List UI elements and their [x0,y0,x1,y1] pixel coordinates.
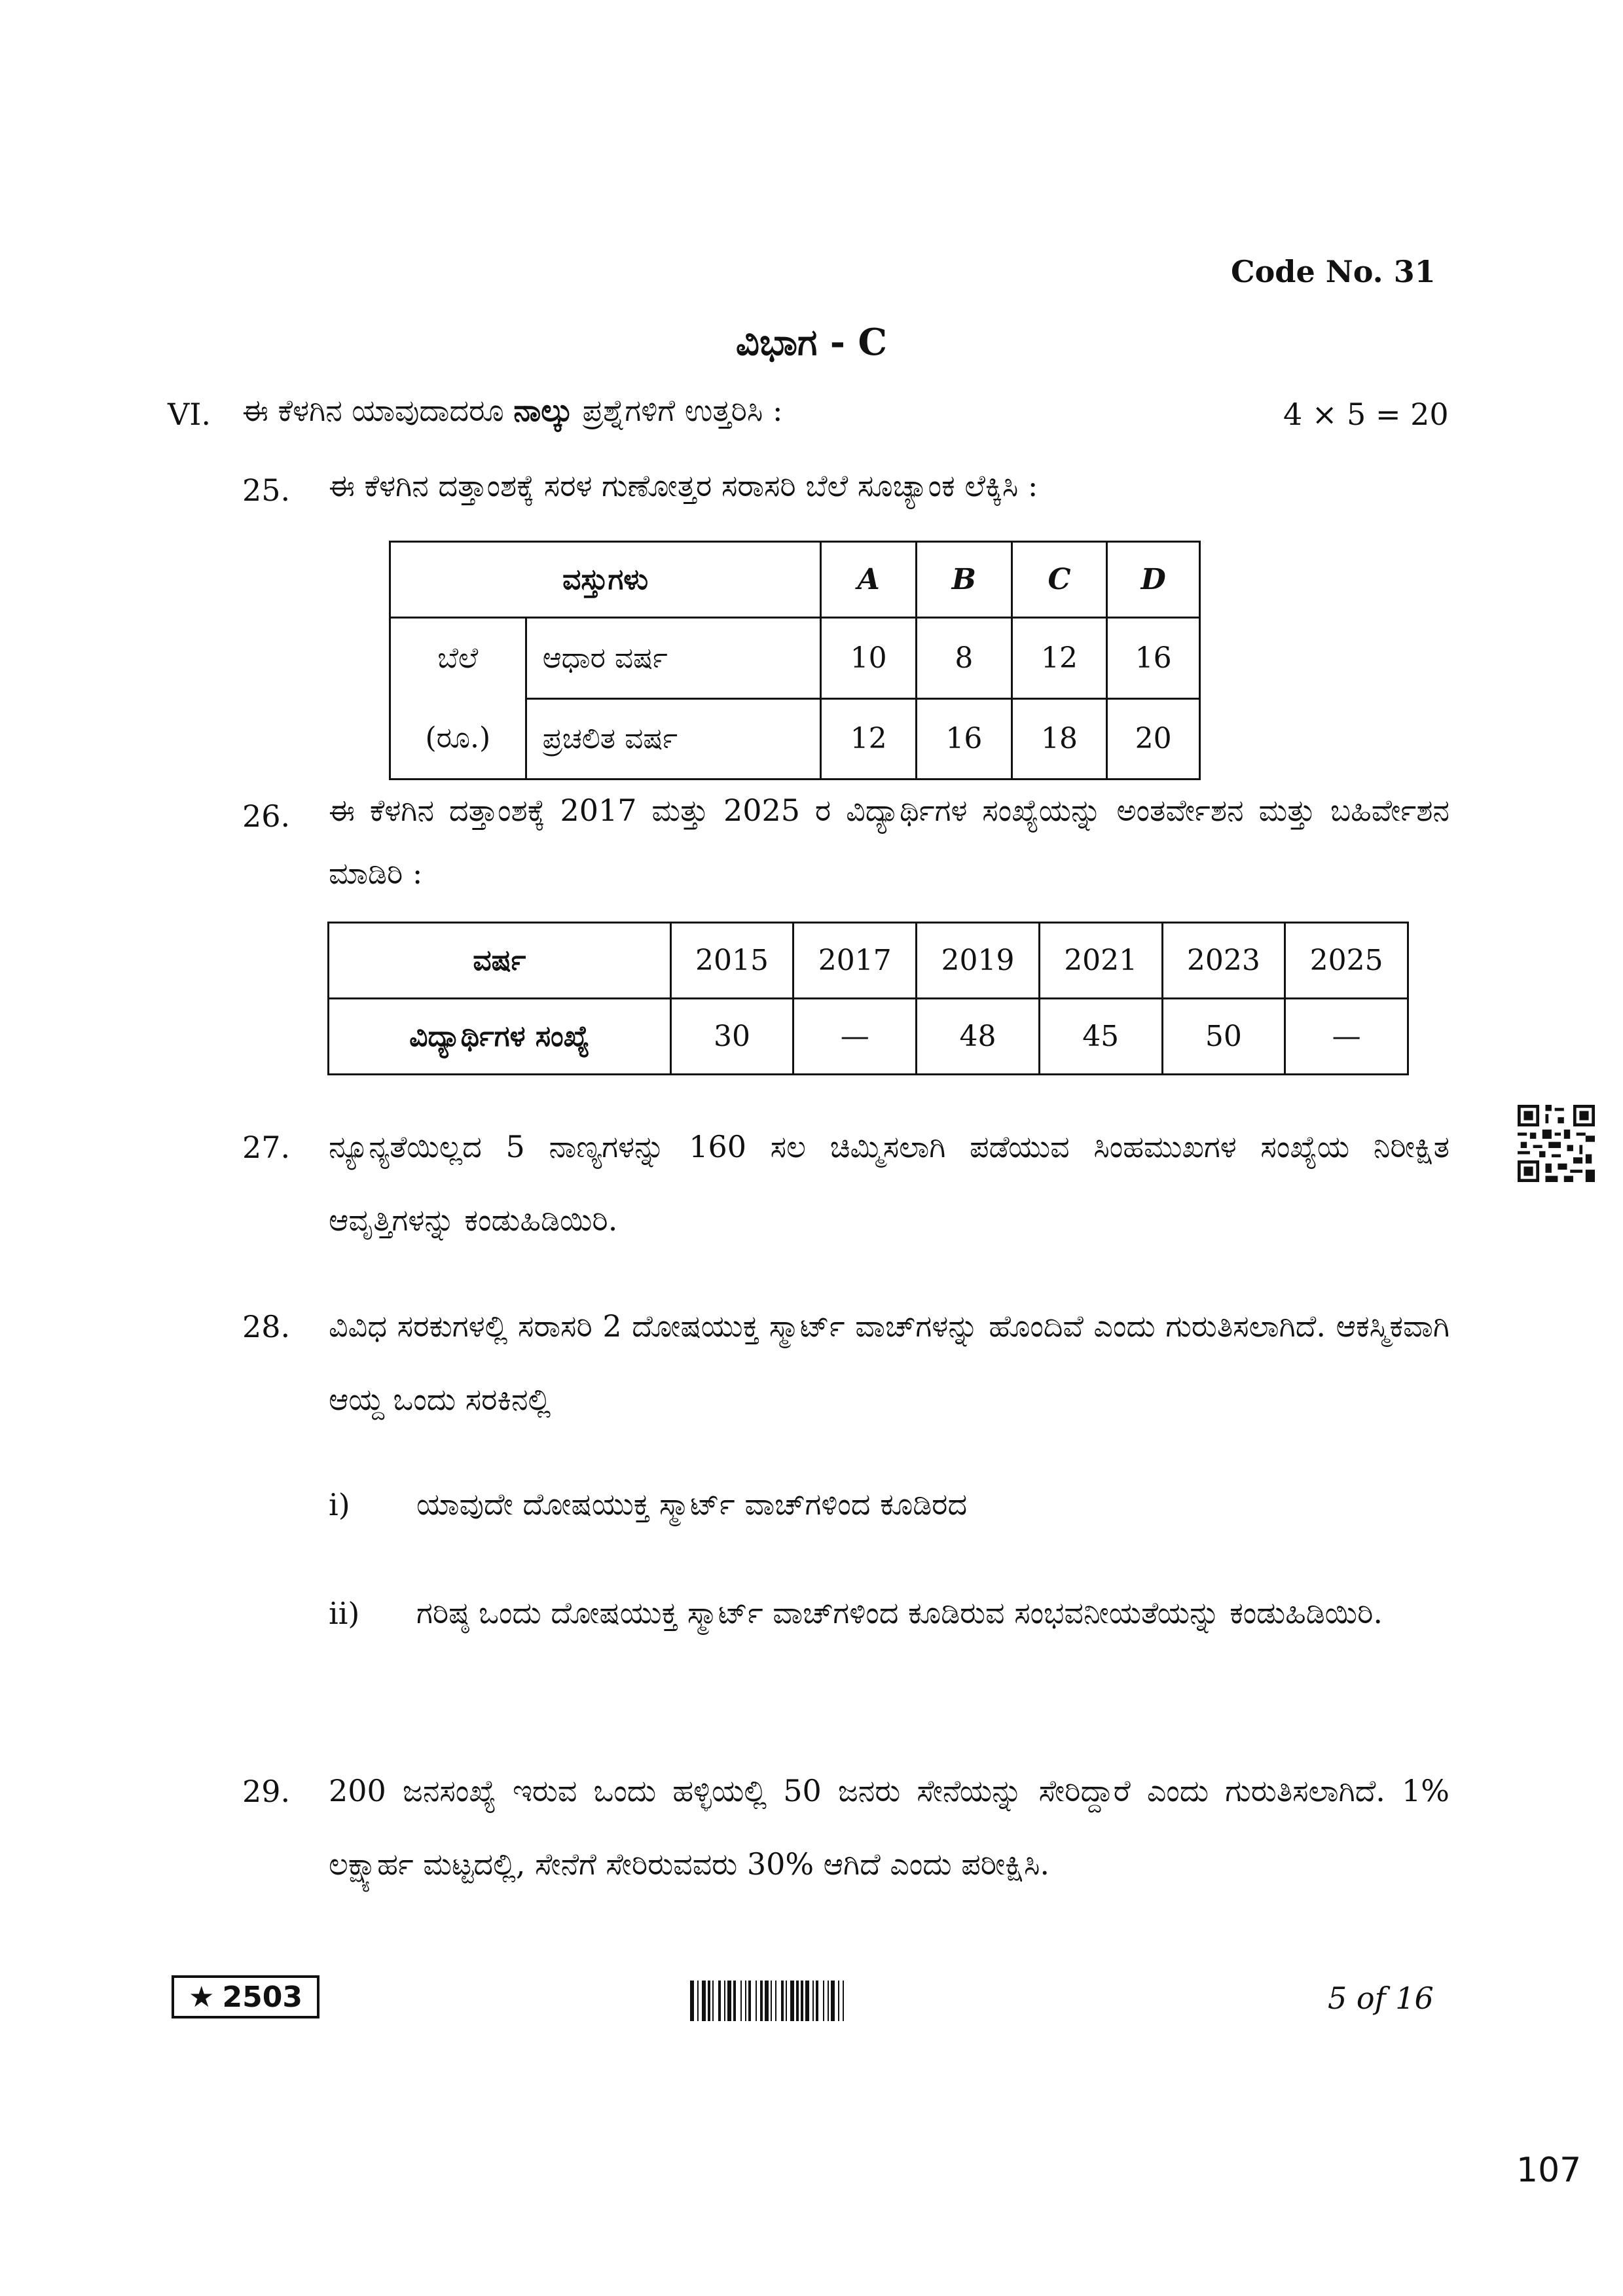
q26-text: ಈ ಕೆಳಗಿನ ದತ್ತಾಂಶಕ್ಕೆ 2017 ಮತ್ತು 2025 ರ ವಿದ್ಯಾರ್ಥಿಗಳ ಸಂಖ್ಯೆಯನ್ನು ಅಂತರ್ವೇಶನ ಮತ್ತು ಬಹಿರ್ವೇಶನ ಮಾಡಿರಿ : [329,793,1450,891]
q26-number: 26. [242,798,291,834]
q26-year-cell: 2015 [670,923,793,999]
section-instruction [242,393,782,429]
q26-row-students-label: ವಿದ್ಯಾರ್ಥಿಗಳ ಸಂಖ್ಯೆ [329,999,671,1075]
q25-cell: 16 [1107,618,1200,699]
q26-year-cell: 2023 [1162,923,1285,999]
q25-cell: 12 [821,698,917,780]
q25-row-group-label [390,618,526,780]
page-number: 107 [1516,2151,1582,2190]
section-roman-numeral: VI. [168,397,211,432]
q26-count-cell: 50 [1162,999,1285,1075]
q27-number: 27. [242,1130,291,1165]
q29-number: 29. [242,1774,291,1809]
qr-code-icon [1518,1105,1595,1182]
q26-students-table [327,922,1409,1075]
instruction-prefix: ಈ ಕೆಳಗಿನ ಯಾವುದಾದರೂ [242,393,504,428]
q28-sub1-number: i) [329,1487,350,1522]
q26-count-cell: 30 [670,999,793,1075]
q26-year-cell: 2025 [1285,923,1408,999]
q26-count-cell: — [793,999,917,1075]
q25-cell: 10 [821,618,917,699]
q25-col-c: C [1012,542,1107,618]
q26-row-year-label: ವರ್ಷ [329,923,671,999]
q26-count-cell: 48 [917,999,1040,1075]
q25-row-current-year-label: ಪ್ರಚಲಿತ ವರ್ಷ [526,698,821,780]
instruction-suffix: ಪ್ರಶ್ನೆಗಳಿಗೆ ಉತ್ತರಿಸಿ : [582,393,783,428]
q25-cell: 18 [1012,698,1107,780]
q28-number: 28. [242,1309,291,1344]
q25-cell: 8 [917,618,1012,699]
code-number: Code No. 31 [1231,254,1436,289]
q28-sub2-number: ii) [329,1596,360,1631]
q26-count-cell: 45 [1039,999,1162,1075]
q26-year-cell: 2019 [917,923,1040,999]
paper-code-badge [172,1975,319,2018]
q25-cell: 20 [1107,698,1200,780]
q25-row-group-label-line2: (ರೂ.) [425,721,491,755]
q27-text: ನ್ಯೂನ್ಯತೆಯಿಲ್ಲದ 5 ನಾಣ್ಯಗಳನ್ನು 160 ಸಲ ಚಿಮ್ಮಿಸಲಾಗಿ ಪಡೆಯುವ ಸಿಂಹಮುಖಗಳ ಸಂಖ್ಯೆಯ ನಿರೀಕ್ಷಿತ ಆವೃತ್ತಿಗಳನ್ನು ಕಂಡುಹಿಡಿಯಿರಿ. [329,1129,1450,1238]
q25-row-group-label-line1: ಬೆಲೆ [437,641,479,675]
page-of-total: 5 of 16 [1328,1981,1434,2016]
section-marks: 4 × 5 = 20 [1283,397,1449,432]
q29-text: 200 ಜನಸಂಖ್ಯೆ ಇರುವ ಒಂದು ಹಳ್ಳಿಯಲ್ಲಿ 50 ಜನರು ಸೇನೆಯನ್ನು ಸೇರಿದ್ದಾರೆ ಎಂದು ಗುರುತಿಸಲಾಗಿದೆ. 1% ಲಕ್ಷ್ಯಾರ್ಹ ಮಟ್ಟದಲ್ಲಿ, ಸೇನೆಗೆ ಸೇರಿರುವವರು 30% ಆಗಿದೆ ಎಂದು ಪರೀಕ್ಷಿಸಿ. [329,1773,1450,1882]
q25-cell: 12 [1012,618,1107,699]
barcode-icon [690,1981,958,2021]
q28-sub1-text: ಯಾವುದೇ ದೋಷಯುಕ್ತ ಸ್ಮಾರ್ಟ್ ವಾಚ್‌ಗಳಿಂದ ಕೂಡಿರದ [416,1486,968,1522]
section-title: ವಿಭಾಗ - C [735,321,888,364]
q25-col-d: D [1107,542,1200,618]
q26-count-cell: — [1285,999,1408,1075]
q25-cell: 16 [917,698,1012,780]
q26-year-cell: 2017 [793,923,917,999]
q25-price-table [389,541,1201,780]
paper-code: 2503 [222,1980,302,2014]
q25-header-items: ವಸ್ತುಗಳು [390,542,821,618]
q25-number: 25. [242,473,291,508]
q26-year-cell: 2021 [1039,923,1162,999]
q25-col-a: A [821,542,917,618]
q25-col-b: B [917,542,1012,618]
star-icon: ★ [189,1980,215,2014]
instruction-bold: ನಾಲ್ಕು [513,393,574,428]
q28-text: ವಿವಿಧ ಸರಕುಗಳಲ್ಲಿ ಸರಾಸರಿ 2 ದೋಷಯುಕ್ತ ಸ್ಮಾರ್ಟ್ ವಾಚ್‌ಗಳನ್ನು ಹೊಂದಿವೆ ಎಂದು ಗುರುತಿಸಲಾಗಿದೆ. ಆಕಸ್ಮಿಕವಾಗಿ ಆಯ್ದ ಒಂದು ಸರಕಿನಲ್ಲಿ [329,1308,1450,1417]
q25-row-base-year-label: ಆಧಾರ ವರ್ಷ [526,618,821,699]
q28-sub2-text: ಗರಿಷ್ಠ ಒಂದು ದೋಷಯುಕ್ತ ಸ್ಮಾರ್ಟ್ ವಾಚ್‌ಗಳಿಂದ ಕೂಡಿರುವ ಸಂಭವನೀಯತೆಯನ್ನು ಕಂಡುಹಿಡಿಯಿರಿ. [416,1595,1383,1630]
q25-text: ಈ ಕೆಳಗಿನ ದತ್ತಾಂಶಕ್ಕೆ ಸರಳ ಗುಣೋತ್ತರ ಸರಾಸರಿ ಬೆಲೆ ಸೂಚ್ಯಾಂಕ ಲೆಕ್ಕಿಸಿ : [329,468,1038,503]
